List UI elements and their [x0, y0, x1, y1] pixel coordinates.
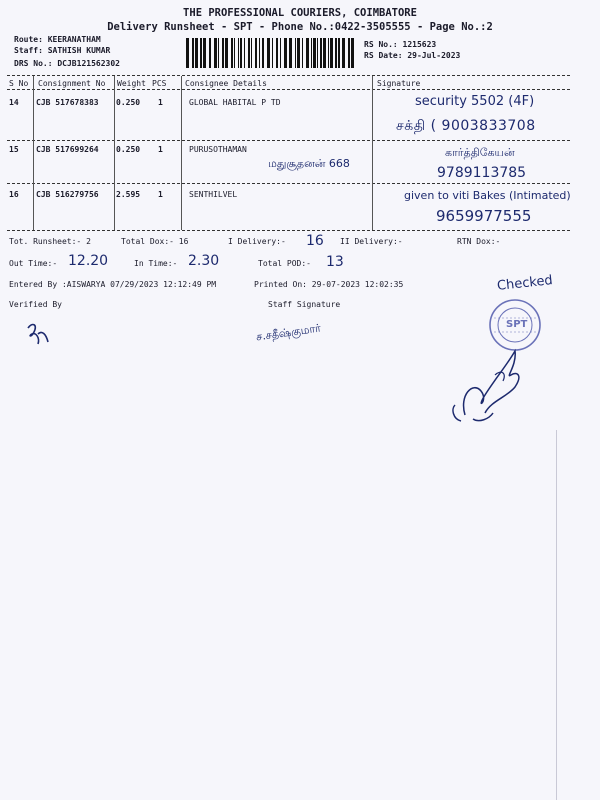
barcode-bar	[276, 38, 278, 68]
i-delivery-value: 16	[306, 233, 324, 249]
barcode-bar	[302, 38, 303, 68]
in-time-label: In Time:-	[134, 259, 178, 268]
scan-edge-line	[556, 430, 557, 800]
barcode-bar	[248, 38, 250, 68]
barcode-bar	[297, 38, 300, 68]
row-sno: 14	[9, 98, 19, 107]
barcode-bar	[317, 38, 318, 68]
barcode-bar	[328, 38, 329, 68]
barcode-bar	[342, 38, 345, 68]
barcode-bar	[262, 38, 264, 68]
barcode-bar	[259, 38, 260, 68]
barcode-bar	[203, 38, 206, 68]
verified-signature-icon	[22, 316, 58, 352]
ii-delivery: II Delivery:-	[340, 237, 403, 246]
barcode-bar	[320, 38, 322, 68]
row-consignment: CJB 517678383	[36, 98, 99, 107]
row-divider	[7, 183, 570, 184]
barcode-bar	[214, 38, 217, 68]
barcode-bar	[313, 38, 316, 68]
column-divider	[33, 76, 34, 230]
barcode-bar	[195, 38, 198, 68]
col-header-signature: Signature	[377, 79, 421, 88]
barcode-bar	[234, 38, 235, 68]
barcode-bar	[200, 38, 202, 68]
drs-value: DCJB121562302	[57, 59, 120, 68]
i-delivery-label: I Delivery:-	[228, 237, 286, 246]
handwritten-signature: மதுசூதனன் 668	[268, 157, 350, 170]
handwritten-signature: 9659977555	[436, 207, 532, 225]
row-consignee: SENTHILVEL	[189, 190, 238, 199]
barcode-bar	[238, 38, 239, 68]
row-pcs: 1	[158, 145, 163, 154]
verified-by-label: Verified By	[9, 300, 62, 309]
barcode-bar	[240, 38, 242, 68]
row-consignment: CJB 517699264	[36, 145, 99, 154]
row-consignee: GLOBAL HABITAL P TD	[189, 98, 281, 107]
checked-note: Checked	[496, 273, 554, 294]
row-sno: 15	[9, 145, 19, 154]
staff-label: Staff: SATHISH KUMAR	[14, 46, 111, 55]
stamp-text: SPT	[506, 319, 528, 330]
col-header-sno: S No	[9, 79, 29, 88]
row-divider	[7, 140, 570, 141]
barcode-bar	[209, 38, 211, 68]
staff-signature-label: Staff Signature	[268, 300, 341, 309]
row-pcs: 1	[158, 98, 163, 107]
in-time-value: 2.30	[188, 253, 220, 269]
barcode-bar	[218, 38, 219, 68]
barcode-bar	[289, 38, 292, 68]
row-pcs: 1	[158, 190, 163, 199]
barcode-bar	[323, 38, 326, 68]
column-divider	[372, 76, 373, 230]
barcode-bar	[335, 38, 337, 68]
rs-date: RS Date: 29-Jul-2023	[364, 51, 461, 60]
row-weight: 2.595	[116, 190, 141, 199]
table-top-rule	[7, 75, 570, 76]
barcode-bar	[255, 38, 257, 68]
row-weight: 0.250	[116, 145, 141, 154]
out-time-label: Out Time:-	[9, 259, 58, 268]
runsheet-subtitle: Delivery Runsheet - SPT - Phone No.:0422-3505555 - Page No.:2	[107, 21, 493, 33]
barcode-bar	[311, 38, 312, 68]
barcode-bar	[225, 38, 228, 68]
row-weight: 0.250	[116, 98, 141, 107]
barcode-bar	[280, 38, 281, 68]
barcode-bar	[251, 38, 252, 68]
handwritten-signature: given to viti Bakes (Intimated)	[404, 189, 571, 202]
total-pod-label: Total POD:-	[258, 259, 311, 268]
entered-by: Entered By :AISWARYA 07/29/2023 12:12:49 PM	[9, 280, 217, 289]
route-label: Route: KEERANATHAM	[14, 35, 101, 44]
barcode-bar	[192, 38, 194, 68]
handwritten-signature: கார்த்திகேயன்	[445, 146, 515, 159]
col-header-weight: Weight	[117, 79, 146, 88]
total-dox: Total Dox:- 16	[121, 237, 189, 246]
column-divider	[181, 76, 182, 230]
stamp-signature-icon	[445, 335, 535, 430]
handwritten-signature: security 5502 (4F)	[415, 94, 535, 109]
col-header-consignee: Consignee Details	[185, 79, 267, 88]
row-consignment: CJB 516279756	[36, 190, 99, 199]
barcode-bar	[267, 38, 270, 68]
barcode-bar	[284, 38, 287, 68]
staff-handwritten-signature: ச.சதீஷ்குமார்	[255, 321, 322, 344]
table-bottom-rule	[7, 230, 570, 231]
barcode-bar	[222, 38, 224, 68]
tot-runsheet: Tot. Runsheet:- 2	[9, 237, 91, 246]
barcode-bar	[186, 38, 189, 68]
rs-number: RS No.: 1215623	[364, 40, 437, 49]
barcode-bar	[272, 38, 273, 68]
barcode-bar	[244, 38, 245, 68]
barcode-bar	[330, 38, 333, 68]
drs-label: DRS No.:	[14, 59, 58, 68]
printed-on: Printed On: 29-07-2023 12:02:35	[254, 280, 404, 289]
barcode-bar	[306, 38, 309, 68]
drs-number	[14, 59, 120, 69]
barcode-bar	[351, 38, 354, 68]
barcode-bar	[231, 38, 233, 68]
barcode-bar	[338, 38, 340, 68]
rtn-dox: RTN Dox:-	[457, 237, 501, 246]
barcode-bar	[295, 38, 296, 68]
table-header-rule	[7, 89, 570, 90]
handwritten-signature: சக்தி ( 9003833708	[396, 118, 536, 134]
barcode	[186, 38, 356, 68]
row-sno: 16	[9, 190, 19, 199]
company-title: THE PROFESSIONAL COURIERS, COIMBATORE	[183, 7, 417, 19]
barcode-bar	[348, 38, 350, 68]
handwritten-signature: 9789113785	[437, 165, 527, 181]
col-header-consignment: Consignment No	[38, 79, 106, 88]
out-time-value: 12.20	[68, 253, 109, 269]
col-header-pcs: PCS	[152, 79, 167, 88]
row-consignee: PURUSOTHAMAN	[189, 145, 247, 154]
total-pod-value: 13	[326, 254, 344, 270]
column-divider	[114, 76, 115, 230]
